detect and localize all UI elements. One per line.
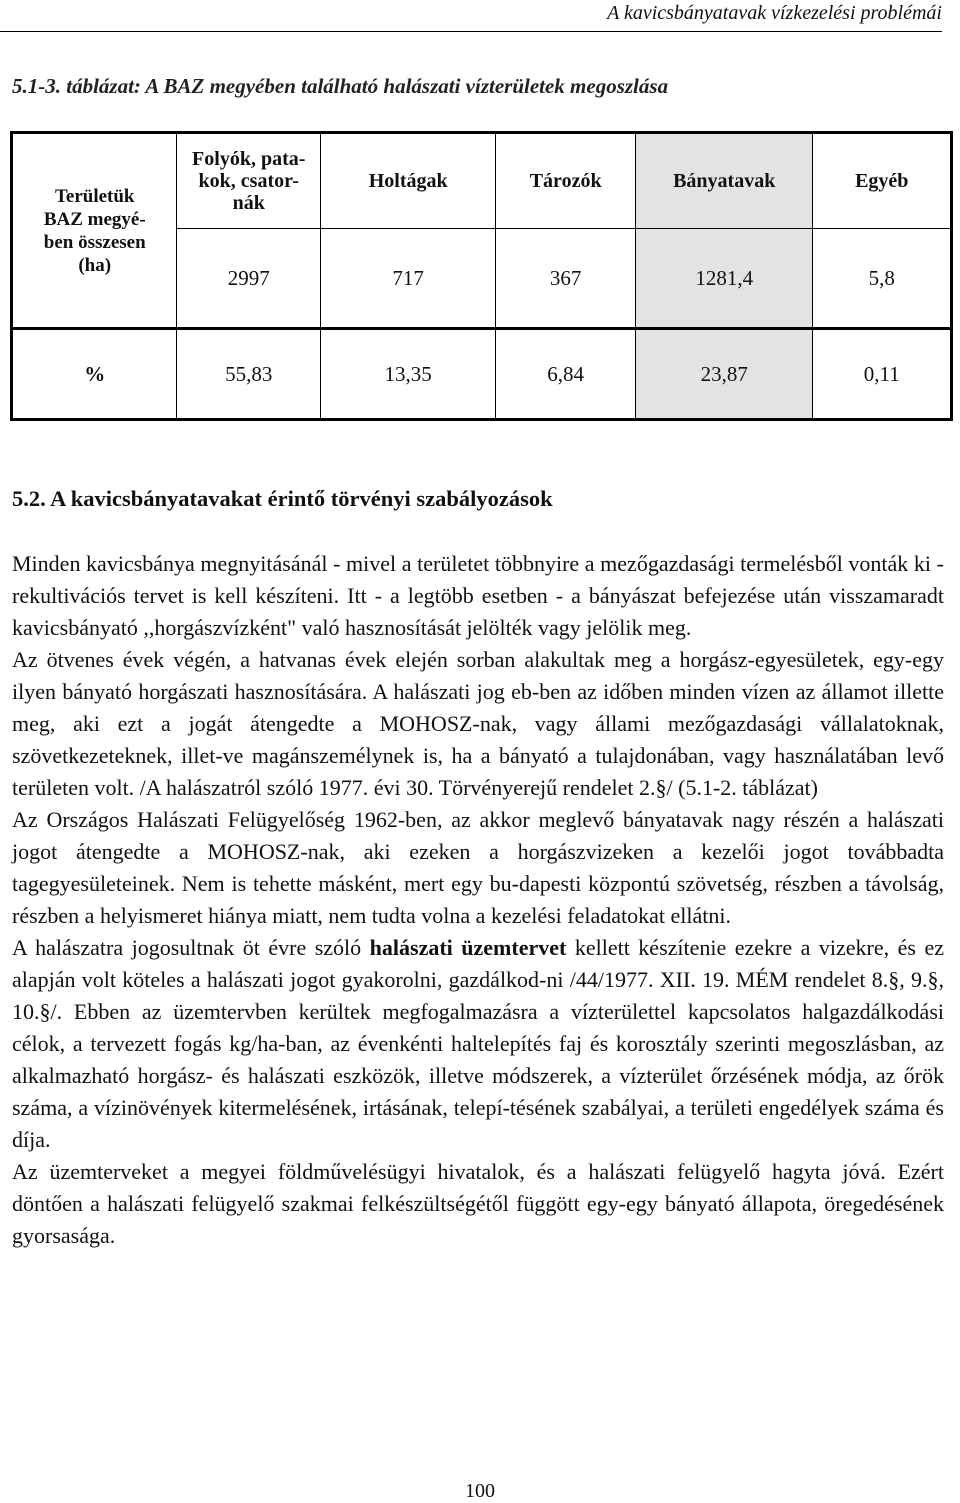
paragraph: Minden kavicsbánya megnyitásánál - mivel a területet többnyire a mezőgazdasági termelésből vonták ki - rekultivációs tervet is kell készíteni. Itt - a legtöbb esetben - a bányászat befejezése után visszamaradt kavicsbányató ,,horgászvízként" való hasznosítását jelölték vagy jelölik meg. bbox=[12, 551, 944, 640]
table-caption: 5.1-3. táblázat: A BAZ megyében található halászati vízterületek megoszlása bbox=[12, 74, 669, 98]
running-header: A kavicsbányatavak vízkezelési problémái bbox=[0, 2, 942, 32]
area-cell: 2997 bbox=[177, 229, 321, 329]
corner-line: ben összesen bbox=[43, 231, 146, 253]
paragraph: Az ötvenes évek végén, a hatvanas évek elején sorban alakultak meg a horgász-egyesületek, egy-egy ilyen bányató horgászati hasznosítására. A halászati jog eb-ben az időben minden vízen az államot illette meg, aki ezt a jogát átengedte a MOHOSZ-nak, vagy állami mezőgazdasági vállalatoknak, szövetkezeteknek, illet-ve magánszemélynek is, ha a bányató a tulajdonában, vagy használatában levő területen volt. /A halászatról szóló 1977. évi 30. Törvényerejű rendelet 2.§/ (5.1-2. táblázat) bbox=[12, 647, 944, 800]
area-cell: 1281,4 bbox=[635, 229, 813, 329]
paragraph bbox=[12, 932, 944, 1156]
table-header-row bbox=[12, 133, 952, 229]
area-cell: 367 bbox=[496, 229, 636, 329]
col-header-banyatavak: Bányatavak bbox=[635, 133, 813, 229]
area-cell: 5,8 bbox=[813, 229, 952, 329]
corner-line: Területük bbox=[54, 185, 135, 207]
header-line: nák bbox=[232, 192, 265, 214]
col-header-holtagak: Holtágak bbox=[320, 133, 495, 229]
header-line: kok, csator- bbox=[198, 170, 299, 192]
paragraph-text: A halászatra jogosultnak öt évre szóló bbox=[12, 935, 370, 960]
percent-cell: 23,87 bbox=[635, 329, 813, 420]
percent-label: % bbox=[12, 329, 177, 420]
paragraph: Az üzemterveket a megyei földművelésügyi hivatalok, és a halászati felügyelő hagyta jóvá. Ezért döntően a halászati felügyelő szakmai felkészültségétől függött egy-egy bányató állapota, öregedésének gyorsasága. bbox=[12, 1159, 944, 1248]
paragraph: Az Országos Halászati Felügyelőség 1962-ben, az akkor meglevő bányatavak nagy részén a halászati jogot átengedte a MOHOSZ-nak, aki ezeken a horgászvizeken a kezelői jogot továbbadta tagegyesületeinek. Nem is tehette másként, mert egy bu-dapesti központú szövetség, részben a távolság, részben a helyismeret hiánya miatt, nem tudta volna a kezelési feladatokat ellátni. bbox=[12, 807, 944, 928]
bold-term: halászati üzemtervet bbox=[369, 935, 567, 960]
paragraph-text: kellett készítenie ezekre a vizekre, és ez alapján volt köteles a halászati jogot gyakorolni, gazdálkod-ni /44/1977. XII. 19. MÉM rendelet 8.§, 9.§, 10.§/. Ebben az üzemtervben kerültek megfogalmazásra a vízterülettel kapcsolatos halgazdálkodási célok, a tervezett fogás kg/ha-ban, az évenkénti haltelepítés faj és korosztály szerinti megoszlásban, az alkalmazható horgász- és halászati eszközök, illetve módszerek, a vízterület őrzésének módja, az őrök száma, a vízinövények kitermelésének, irtásának, telepí-tésének szabályai, a területi engedélyek száma és díja. bbox=[12, 935, 944, 1152]
distribution-table bbox=[10, 131, 953, 421]
percent-cell: 13,35 bbox=[320, 329, 495, 420]
table-percent-row bbox=[12, 329, 952, 420]
body-text bbox=[12, 548, 944, 1252]
header-line: Folyók, pata- bbox=[192, 148, 306, 170]
percent-cell: 0,11 bbox=[813, 329, 952, 420]
area-cell: 717 bbox=[320, 229, 495, 329]
col-header-egyeb: Egyéb bbox=[813, 133, 952, 229]
percent-cell: 6,84 bbox=[496, 329, 636, 420]
corner-line: (ha) bbox=[78, 254, 112, 276]
corner-line: BAZ megyé- bbox=[43, 208, 146, 230]
percent-cell: 55,83 bbox=[177, 329, 321, 420]
table-corner-label bbox=[12, 133, 177, 329]
section-title: 5.2. A kavicsbányatavakat érintő törvényi szabályozások bbox=[12, 486, 553, 511]
col-header-folyok bbox=[177, 133, 321, 229]
page-number: 100 bbox=[465, 1480, 495, 1502]
col-header-tarozok: Tározók bbox=[496, 133, 636, 229]
